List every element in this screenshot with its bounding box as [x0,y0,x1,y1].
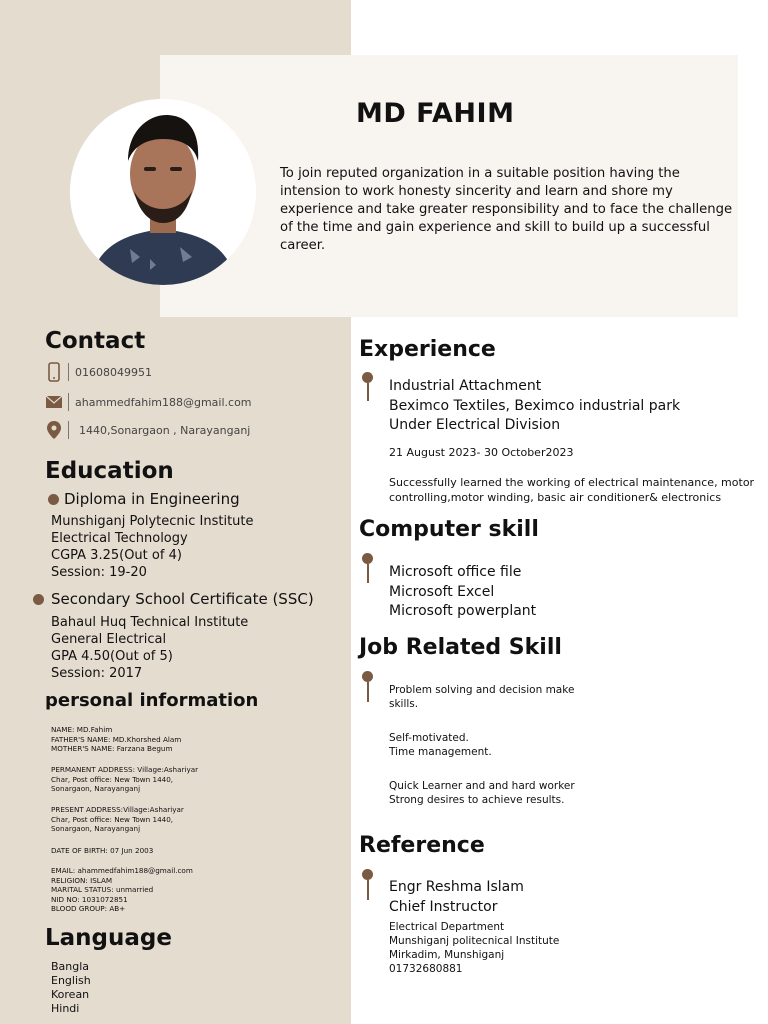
personal-info-heading: personal information [45,690,259,711]
education-item-title: Secondary School Certificate (SSC) [33,590,314,608]
education-item-details: Bahaul Huq Technical Institute General Electrical GPA 4.50(Out of 5) Session: 2017 [51,615,249,681]
list-item: Microsoft powerplant [389,603,537,619]
phone-number: 01608049951 [75,365,152,379]
career-objective: To join reputed organization in a suitable position having the intension to work honesty sincerity and learn and shore my experience and take greater responsibility and to face the challenge of the time and gain experience and skill to build up a successful career. [280,166,733,253]
computer-skill-heading: Computer skill [359,517,539,542]
timeline-pin-icon [362,372,374,401]
reference-name: Engr Reshma Islam [389,879,524,895]
list-item: Microsoft office file [389,564,522,580]
contact-phone-row [46,363,152,381]
divider [68,363,69,381]
experience-heading: Experience [359,337,496,362]
experience-description: Successfully learned the working of electrical maintenance, motor controlling,motor winding, basic air conditioner& electronics [389,476,755,504]
personal-info-present-address: PRESENT ADDRESS:Village:Ashariyar Char, Post office: New Town 1440, Sonargaon, Narayanganj [51,805,184,833]
reference-contact [389,878,524,917]
bullet-dot [48,494,59,505]
education-heading: Education [45,458,174,484]
experience-details: Industrial Attachment Beximco Textiles, Beximco industrial park Under Electrical Division [389,378,681,433]
list-item: Korean [51,988,90,1001]
contact-address-row [46,421,250,439]
timeline-pin-icon [362,553,374,583]
timeline-pin-icon [362,671,374,702]
reference-heading: Reference [359,833,485,858]
reference-details: Electrical Department Munshiganj politecnical Institute Mirkadim, Munshiganj 01732680881 [389,921,560,975]
mail-icon [46,393,62,411]
job-skill-self-motivated: Self-motivated. Time management. [389,732,492,758]
language-heading: Language [45,925,172,951]
contact-heading: Contact [45,328,146,354]
list-item: Hindi [51,1002,80,1015]
list-item: Microsoft Excel [389,583,495,600]
bullet-dot [33,594,44,605]
personal-info-identity: NAME: MD.Fahim FATHER'S NAME: MD.Khorshed Alam MOTHER'S NAME: Farzana Begum [51,725,182,753]
divider [68,421,69,439]
location-pin-icon [46,421,62,439]
job-skill-heading: Job Related Skill [359,635,562,660]
personal-info-other: EMAIL: ahammedfahim188@gmail.com RELIGION: ISLAM MARITAL STATUS: unmarried NID NO: 1031072851 BLOOD GROUP: AB+ [51,866,193,913]
list-item: Bangla [51,960,90,973]
education-item-title: Diploma in Engineering [48,490,240,508]
email-address: ahammedfahim188@gmail.com [75,395,252,409]
divider [68,393,69,411]
personal-info-permanent-address: PERMANENT ADDRESS: Village:Ashariyar Char, Post office: New Town 1440, Sonargaon, Narayanganj [51,765,199,793]
timeline-pin-icon [362,869,374,900]
contact-email-row [46,393,252,411]
experience-dates: 21 August 2023- 30 October2023 [389,446,574,459]
language-list [51,960,91,1016]
personal-info-dob: DATE OF BIRTH: 07 Jun 2003 [51,846,154,855]
home-address: 1440,Sonargaon , Narayanganj [79,423,251,437]
profile-photo [70,99,256,285]
candidate-name: MD FAHIM [356,98,515,129]
education-item-details: Munshiganj Polytecnic Institute Electrical Technology CGPA 3.25(Out of 4) Session: 19-20 [51,514,254,580]
phone-icon [46,363,62,381]
job-skill-problem-solving: Problem solving and decision make skills. [389,684,575,710]
computer-skill-list [389,563,536,622]
job-skill-quick-learner: Quick Learner and and hard worker Strong desires to achieve results. [389,780,575,806]
list-item: English [51,974,91,987]
reference-title: Chief Instructor [389,898,498,915]
